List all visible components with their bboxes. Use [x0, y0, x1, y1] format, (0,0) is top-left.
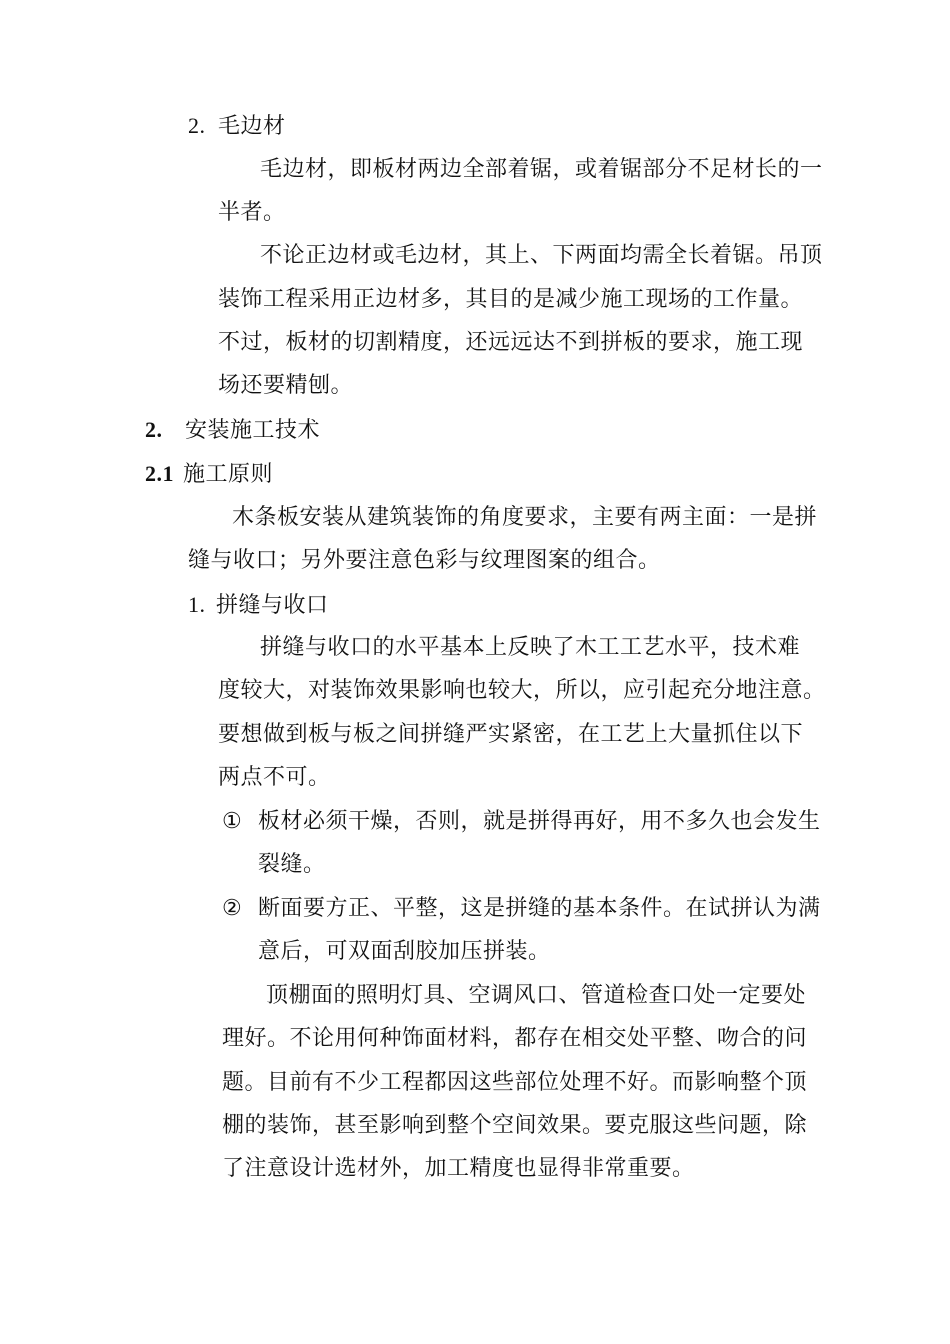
subsection-heading — [188, 111, 286, 142]
paragraph-line: 题。目前有不少工程都因这些部位处理不好。而影响整个顶 — [222, 1070, 808, 1095]
list-item-continuation: 意后，可双面刮胶加压拼装。 — [258, 939, 551, 964]
paragraph-line: 两点不可。 — [218, 765, 331, 790]
paragraph-line: 要想做到板与板之间拼缝严实紧密，在工艺上大量抓住以下 — [218, 722, 804, 747]
list-item — [222, 894, 821, 924]
section-number: 2. — [145, 417, 163, 442]
paragraph-line: 拼缝与收口的水平基本上反映了木工工艺水平，技术难 — [260, 635, 801, 660]
paragraph-line: 木条板安装从建筑装饰的角度要求，主要有两主面：一是拼 — [232, 505, 818, 530]
subsection-number: 2. — [188, 113, 206, 138]
paragraph-line: 不论正边材或毛边材，其上、下两面均需全长着锯。吊顶 — [260, 243, 823, 268]
subsection-title: 毛边材 — [218, 114, 286, 139]
paragraph-line: 棚的装饰，甚至影响到整个空间效果。要克服这些问题，除 — [222, 1113, 808, 1138]
paragraph-line: 装饰工程采用正边材多，其目的是减少施工现场的工作量。 — [218, 287, 804, 312]
list-item — [222, 807, 821, 837]
paragraph-line: 不过，板材的切割精度，还远远达不到拼板的要求，施工现 — [218, 330, 804, 355]
section-heading — [145, 415, 320, 446]
item-title: 拼缝与收口 — [216, 593, 329, 618]
paragraph-line: 顶棚面的照明灯具、空调风口、管道检查口处一定要处 — [266, 983, 807, 1008]
paragraph-line: 场还要精刨。 — [218, 373, 354, 398]
list-item-text: 板材必须干燥，否则，就是拼得再好，用不多久也会发生 — [258, 809, 821, 834]
paragraph-line: 缝与收口；另外要注意色彩与纹理图案的组合。 — [188, 548, 661, 573]
list-item-text: 断面要方正、平整，这是拼缝的基本条件。在试拼认为满 — [258, 896, 821, 921]
paragraph-line: 半者。 — [218, 200, 286, 225]
item-number: 1. — [188, 592, 206, 617]
list-item-continuation: 裂缝。 — [258, 852, 326, 877]
subsection-title: 施工原则 — [183, 462, 274, 487]
paragraph-line: 理好。不论用何种饰面材料，都存在相交处平整、吻合的问 — [222, 1026, 808, 1051]
paragraph-line: 了注意设计选材外，加工精度也显得非常重要。 — [222, 1156, 695, 1181]
list-marker: ② — [222, 896, 243, 921]
item-heading — [188, 590, 329, 621]
subsection-heading — [145, 459, 273, 490]
paragraph-line: 度较大，对装饰效果影响也较大，所以，应引起充分地注意。 — [218, 678, 826, 703]
list-marker: ① — [222, 809, 243, 834]
section-title: 安装施工技术 — [185, 418, 321, 443]
paragraph-line: 毛边材，即板材两边全部着锯，或着锯部分不足材长的一 — [260, 157, 823, 182]
subsection-number: 2.1 — [145, 461, 174, 486]
